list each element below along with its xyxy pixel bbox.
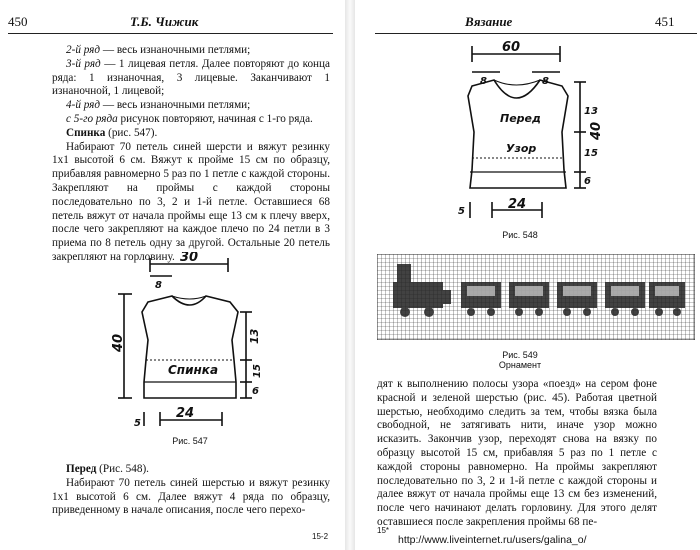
row-5-text: рисунок повторяют, начиная с 1-го ряда. — [117, 112, 313, 125]
left-header-rule — [8, 33, 333, 34]
dim-bottom-value: 24 — [508, 197, 527, 212]
back-outline — [142, 296, 238, 398]
book-gutter — [345, 0, 355, 550]
left-running-head: Т.Б. Чижик — [130, 14, 199, 29]
front-body: Набирают 70 петель синей шерстью и вяжут резинку 1х1 высотой 6 см. Далее вяжут 4 ряда по образцу, приведенному в начале описания, после чего перехо- — [52, 476, 330, 517]
right-running-head: Вязание — [465, 14, 513, 29]
front-heading: Перед — [66, 463, 97, 475]
row-3-label: 3-й ряд — [66, 57, 101, 70]
figure-549-caption-title: Орнамент — [498, 360, 542, 370]
back-label: Спинка — [168, 363, 219, 377]
figure-547-caption: Рис. 547 — [172, 436, 208, 446]
dim-top-value: 60 — [502, 40, 521, 55]
figure-548-caption: Рис. 548 — [502, 230, 538, 240]
figure-549-caption-number: Рис. 549 — [502, 350, 538, 360]
row-5-label: с 5-го ряда — [66, 112, 118, 125]
figure-549-ornament-grid — [377, 254, 695, 340]
dim-bottom-value: 24 — [176, 406, 195, 421]
left-text-top — [52, 44, 330, 265]
row-2-label: 2-й ряд — [66, 44, 101, 56]
dim-top-value: 30 — [180, 252, 199, 265]
dim-side-value: 5 — [458, 206, 465, 217]
left-page-number: 450 — [8, 14, 28, 29]
right-page — [355, 0, 700, 550]
right-footer-mark: 15* — [377, 526, 390, 535]
row-3-text: — 1 лицевая петля. Далее повторяют до конца ряда: 1 изнаночная, 3 лицевые. Заканчивают 1 изнаночной, 1 лицевой; — [52, 57, 330, 98]
dim-armhole-value: 13 — [248, 328, 261, 344]
left-page — [0, 0, 345, 550]
dim-height-value: 40 — [111, 333, 126, 352]
dim-side-value: 5 — [134, 418, 141, 429]
back-body: Набирают 70 петель синей шерсти и вяжут резинку 1х1 высотой 6 см. Вяжут к пройме 15 см по образцу, прибавляя равномерно 5 раз по 1 петле с каждой стороны. Закрепляют на проймы с каждой стороны последовательно по 3, 2 и 1-й петле. Оставшиеся 68 петель вяжут от начала проймы еще 13 см к плечу вверх, после чего закрепляют на каждое плечо по 24 петли в 3 приема по 8 петель одну за другой. Остальные 20 петель закрепляют на горловину. — [52, 140, 330, 263]
right-header-rule — [375, 33, 697, 34]
dim-rib-value: 6 — [252, 386, 259, 397]
front-label: Перед — [500, 112, 541, 125]
left-footer-mark: 15-2 — [312, 532, 329, 541]
front-ref: (Рис. 548). — [96, 463, 149, 475]
right-text — [377, 378, 657, 530]
dim-height-value: 40 — [589, 121, 604, 140]
left-text-bottom — [52, 463, 330, 518]
dim-rise-value: 15 — [252, 364, 263, 378]
back-ref: (рис. 547). — [105, 126, 158, 139]
dim-rise-value: 15 — [584, 148, 598, 159]
right-body: дят к выполнению полосы узора «поезд» на сером фоне красной и зеленой шерстью (рис. 45). Работая цветной шерстью, необходимо следить за тем, чтобы вязка была свободной, не затягивать нити, иначе узор можно исказить. Закончив узор, переходят снова на вязку по образцу высотой 15 см, прибавляя 5 раз по 1 петле с каждой стороны равномерно. На проймы закрепляют последовательно по 3, 2 и 1-й петле с каждой стороны и далее вяжут от начала проймы еще 13 см без изменений, после чего начинают делать горловину. Для этого делят оставшиеся после закрепления проймы 68 пе- — [377, 378, 657, 528]
row-4-label: 4-й ряд — [66, 99, 101, 112]
pattern-label: Узор — [506, 142, 537, 155]
right-page-number: 451 — [655, 14, 675, 29]
dim-rib-value: 6 — [584, 176, 591, 187]
figure-547-back-pattern — [110, 252, 270, 432]
dim-shoulder-right-value: 8 — [542, 76, 549, 87]
row-2-text: — весь изнаночными петлями; — [100, 44, 251, 56]
back-heading: Спинка — [66, 126, 106, 139]
row-4-text: — весь изнаночными петлями; — [100, 99, 251, 112]
figure-548-front-pattern — [450, 38, 620, 223]
figure-549-caption — [470, 350, 570, 370]
dim-shoulder-value: 8 — [155, 280, 162, 291]
source-watermark-link[interactable]: http://www.liveinternet.ru/users/galina_o/ — [398, 534, 587, 546]
dim-shoulder-left-value: 8 — [480, 76, 487, 87]
dim-armhole-value: 13 — [584, 106, 598, 117]
